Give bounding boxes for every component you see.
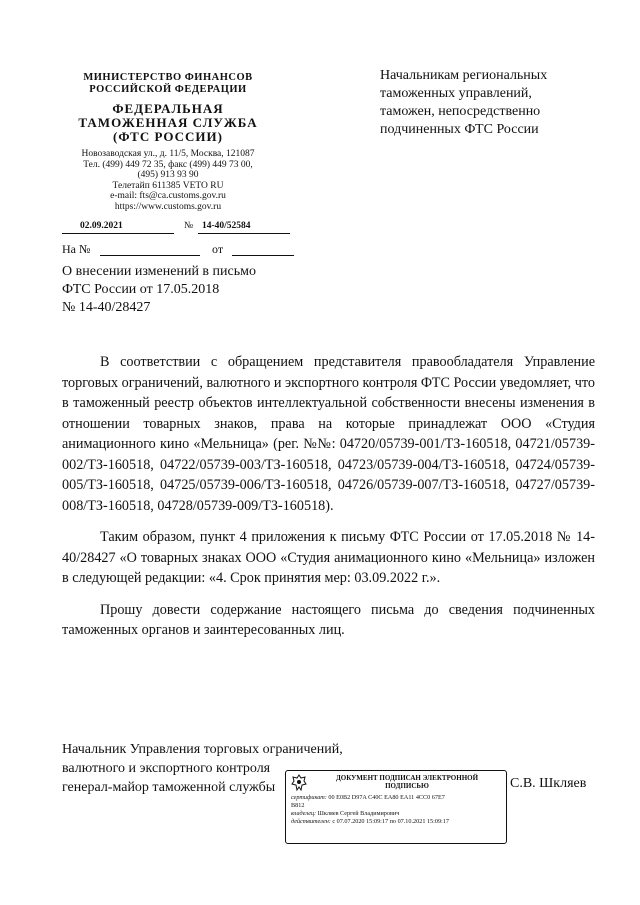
- stamp-title: [291, 774, 501, 792]
- sender-phone: Тел. (499) 449 72 35, факс (499) 449 73 00,: [83, 159, 253, 170]
- number-label: №: [184, 221, 194, 231]
- document-number: 14-40/52584: [202, 221, 251, 231]
- stamp-title-line1: ДОКУМЕНТ ПОДПИСАН ЭЛЕКТРОННОЙ: [335, 774, 479, 782]
- document-date: 02.09.2021: [80, 221, 123, 231]
- owner-value: Шкляев Сергей Владимирович: [317, 810, 400, 817]
- subject-line2: ФТС России от 17.05.2018: [62, 282, 220, 297]
- subject-line3: № 14-40/28427: [62, 300, 151, 315]
- ministry-name: МИНИСТЕРСТВО ФИНАНСОВ: [83, 72, 253, 83]
- registration-line: [62, 221, 292, 235]
- validity-label: действителен:: [291, 818, 331, 825]
- service-abbreviation: (ФТС РОССИИ): [113, 129, 223, 144]
- body-paragraph-1: В соответствии с обращением представителя правообладателя Управление торговых ограничений, валютного и экспортного контроля ФТС России уведомляет, что в таможенный реестр объектов интеллектуальной собственности внесены изменения в отношении товарных знаков, права на которые принадлежат ООО «Студия анимационного кино «Мельница» (рег. №№: 04720/05739-001/ТЗ-160518, 04721/05739-002/ТЗ-160518, 04722/05739-003/ТЗ-160518, 04723/05739-004/ТЗ-160518, 04724/05739-005/ТЗ-160518, 04725/05739-006/ТЗ-160518, 04726/05739-007/ТЗ-160518, 04727/05739-008/ТЗ-160518, 04728/05739-009/ТЗ-160518).: [62, 354, 595, 514]
- addressee-line2: таможенных управлений,: [380, 86, 532, 101]
- letter-subject: [62, 263, 302, 317]
- number-underline: [198, 233, 290, 234]
- service-name-line1: ФЕДЕРАЛЬНАЯ: [112, 101, 224, 116]
- sender-address: Новозаводская ул., д. 11/5, Москва, 121087: [81, 149, 255, 159]
- ref-date-label: от: [212, 242, 224, 256]
- sender-phone2: (495) 913 93 90: [137, 170, 199, 180]
- signature-position-line1: Начальник Управления торговых ограничений,: [62, 742, 343, 757]
- signature-position-line3: генерал-майор таможенной службы: [62, 780, 276, 795]
- addressee-line3: таможен, непосредственно: [380, 104, 541, 119]
- addressee-block: [380, 67, 610, 139]
- service-name-line2: ТАМОЖЕННАЯ СЛУЖБА: [78, 115, 258, 130]
- ref-date-blank: [232, 255, 294, 256]
- stamp-title-line2: ПОДПИСЬЮ: [385, 782, 429, 790]
- ministry-country: РОССИЙСКОЙ ФЕДЕРАЦИИ: [89, 84, 247, 95]
- body-paragraph-3: Прошу довести содержание настоящего письма до сведения подчиненных таможенных органов и заинтересованных лиц.: [62, 601, 595, 638]
- e-signature-stamp: [285, 770, 507, 844]
- addressee-line1: Начальникам региональных: [380, 68, 548, 83]
- addressee-line4: подчиненных ФТС России: [380, 122, 539, 137]
- date-underline: [62, 233, 174, 234]
- sender-email: e-mail: fts@ca.customs.gov.ru: [110, 191, 226, 201]
- stamp-certificate: [291, 794, 501, 802]
- subject-line1: О внесении изменений в письмо: [62, 264, 256, 279]
- stamp-owner: [291, 810, 501, 818]
- certificate-value: 00 E0B2 D97A C40C EA80 EA11 4CC0 67E7: [328, 794, 445, 801]
- ref-number-blank: [100, 255, 200, 256]
- owner-label: владелец:: [291, 810, 317, 817]
- certificate-label: сертификат:: [291, 794, 327, 801]
- sender-website: https://www.customs.gov.ru: [114, 201, 222, 212]
- sender-block: [58, 72, 278, 212]
- stamp-validity: [291, 818, 501, 826]
- letter-body: [62, 352, 595, 641]
- validity-value: с 07.07.2020 15:09:17 по 07.10.2021 15:09:17: [332, 818, 449, 825]
- signature-position-line2: валютного и экспортного контроля: [62, 761, 271, 776]
- emblem-icon: [291, 774, 307, 792]
- ref-number-label: На №: [62, 242, 91, 256]
- certificate-value-cont: B812: [291, 802, 305, 809]
- signatory-name: С.В. Шкляев: [510, 776, 587, 791]
- body-paragraph-2: Таким образом, пункт 4 приложения к письму ФТС России от 17.05.2018 № 14-40/28427 «О товарных знаках ООО «Студия анимационного кино «Мельница» изложен в следующей редакции: «4. Срок принятия мер: 03.09.2022 г.».: [62, 529, 595, 586]
- sender-teletype: Телетайп 611385 VETO RU: [112, 180, 224, 191]
- reference-line: [62, 242, 302, 258]
